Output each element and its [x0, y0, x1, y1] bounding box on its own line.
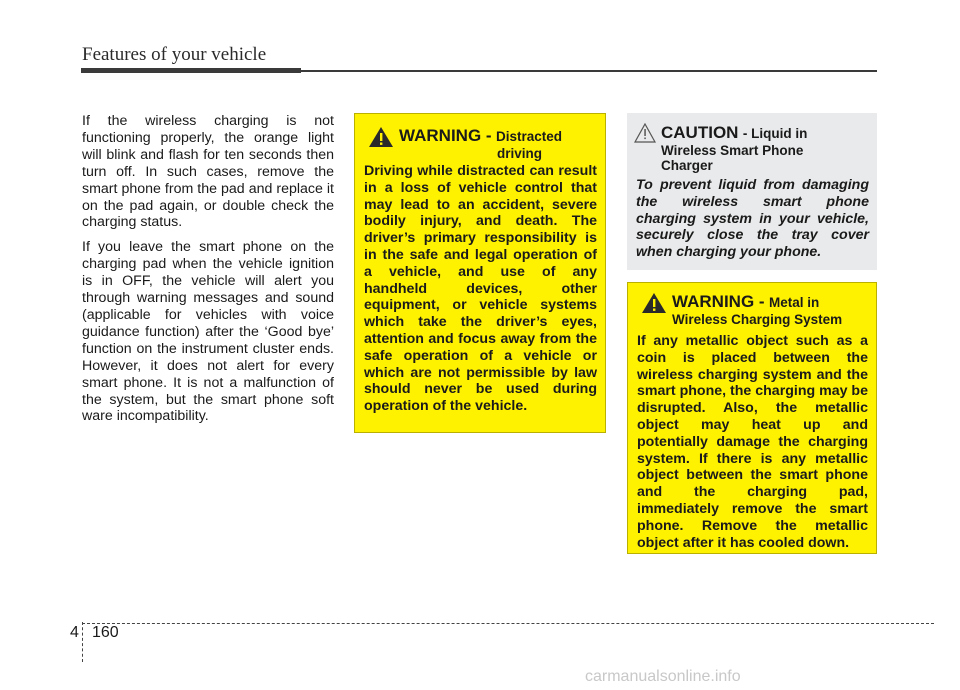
header-bar-thick	[81, 68, 301, 73]
warning-distracted-box	[354, 113, 606, 433]
page-vline	[82, 622, 83, 662]
warning-distracted-heading	[355, 126, 605, 161]
warning-triangle-icon	[368, 126, 394, 153]
warning-label: WARNING -	[399, 126, 492, 145]
warning-metal-text: If any metallic object such as a coin is placed between the wireless charging system and the smart phone, the charging may be disrupted. Also, the metallic object may heat up and potentially damage the charging system. If there is any metallic object between the smart phone and the charging pad, immediately remove the smart phone. Remove the metallic object after it has cooled down.	[637, 333, 868, 551]
warning-metal-box	[627, 282, 877, 554]
caution-heading	[627, 123, 877, 173]
warning-metal-heading	[628, 292, 876, 327]
body-text	[82, 113, 334, 433]
chapter-number: 4	[70, 624, 79, 641]
body-paragraph-1: If the wireless charging is not functioning properly, the orange light will blink and flash for ten seconds then turn off. In such cases, remove the smart phone from the pad and replace it on the pad again, or double check the charging status.	[82, 113, 334, 231]
warning-distracted-text: Driving while distracted can result in a loss of vehicle control that may lead to an accident, severe bodily injury, and death. The driver’s primary responsibility is in the safe and legal operation of a vehicle, and use of any handheld devices, other equipment, or vehicle systems which take the driver’s eyes, attention and focus away from the safe operation of a vehicle or which are not permissible by law should never be used during operation of the vehicle.	[364, 163, 597, 415]
warning-triangle-icon	[641, 292, 667, 319]
caution-text: To prevent liquid from damaging the wireless smart phone charging system in your vehicle, securely close the tray cover when charging your phone.	[636, 177, 869, 261]
warning-subtitle-2: driving	[497, 146, 543, 161]
warning-subtitle: Distracted	[496, 129, 563, 144]
warning-subtitle-2: Wireless Charging System	[672, 312, 843, 327]
caution-triangle-icon	[634, 123, 656, 148]
header-rule	[301, 70, 877, 72]
warning-subtitle: Metal in	[769, 295, 820, 310]
caution-subtitle: - Liquid in	[742, 126, 808, 141]
page-number: 160	[92, 624, 119, 641]
watermark: carmanualsonline.info	[585, 668, 741, 685]
caution-liquid-box	[627, 113, 877, 270]
page-hline	[82, 623, 934, 624]
body-paragraph-2: If you leave the smart phone on the charging pad when the vehicle ignition is in OFF, the vehicle will alert you through warning messages and sound (applicable for vehicles with voice guidance function) after the ‘Good bye’ function on the instrument cluster ends. However, it does not alert for every smart phone. It is not a malfunction of the system, but the smart phone soft ware incompatibility.	[82, 239, 334, 425]
caution-label: CAUTION	[661, 123, 739, 142]
caution-subtitle-3: Charger	[661, 158, 713, 173]
caution-subtitle-2: Wireless Smart Phone	[661, 143, 804, 158]
warning-label: WARNING -	[672, 292, 765, 311]
page-title: Features of your vehicle	[82, 44, 267, 65]
